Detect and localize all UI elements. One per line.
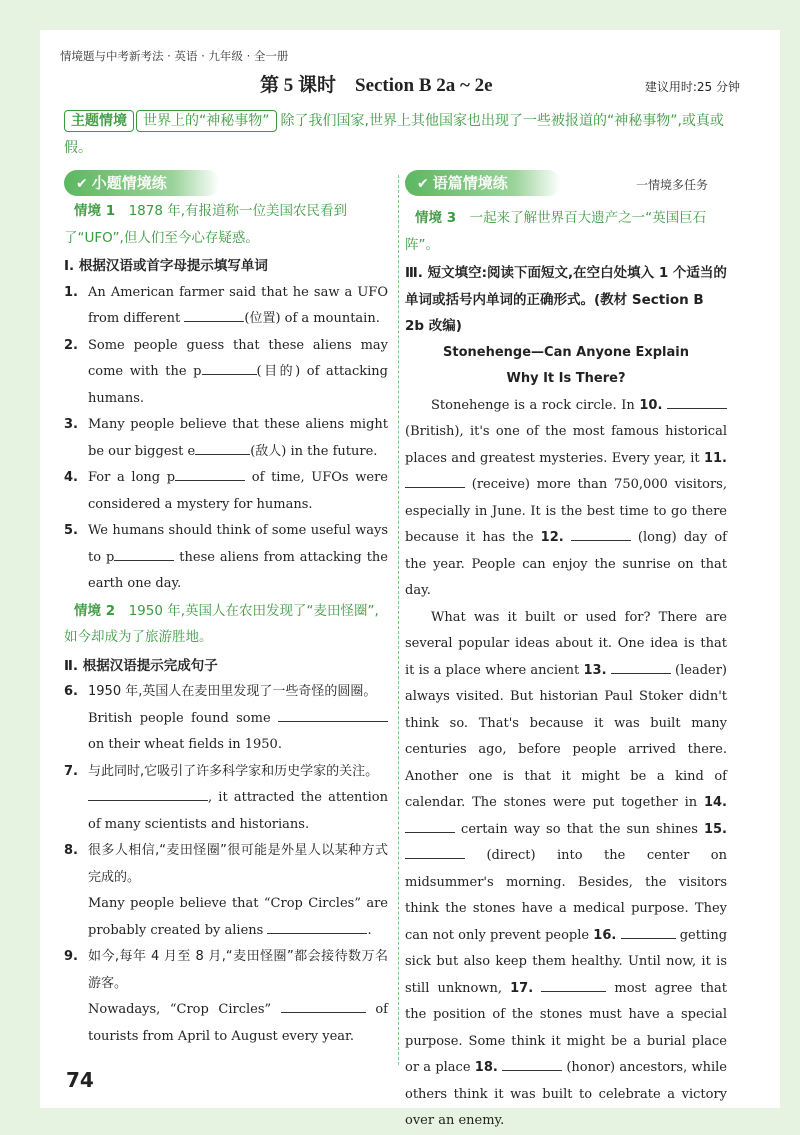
- left-column: [64, 198, 388, 1050]
- passage-title-line-1: Stonehenge—Can Anyone Explain: [443, 344, 689, 360]
- question-5: [64, 518, 388, 598]
- question-text: We humans should think of some useful ways to p: [88, 523, 388, 565]
- theme-text: 除了我们国家,世界上其他国家也出现了一些被报道的“神秘事物”,或真或假。: [64, 113, 724, 156]
- answer-blank-9[interactable]: [281, 998, 366, 1013]
- question-text: (敌人) in the future.: [250, 443, 378, 459]
- right-banner: [405, 170, 561, 196]
- passage-text: most agree that the position of the stones must have a special purpose. Some think it might be a burial place or a place: [405, 980, 727, 1075]
- left-banner-label: 小题情境练: [91, 174, 167, 192]
- question-number: 5.: [64, 523, 78, 538]
- question-3: [64, 412, 388, 465]
- passage-text: certain way so that the sun shines: [461, 821, 698, 837]
- passage-text: What was it built or used for? There are several popular ideas about it. One idea is that it is a place where ancient: [405, 609, 727, 678]
- scene-2: [64, 598, 388, 651]
- answer-blank-16[interactable]: [621, 924, 676, 939]
- passage-text: getting sick but also keep them healthy. Until now, it is still unknown,: [405, 927, 728, 996]
- right-banner-label: 语篇情境练: [432, 174, 508, 192]
- passage-text: (honor) ancestors, while others think it was built to celebrate a victory over an enemy.: [405, 1060, 727, 1128]
- theme-topic: 世界上的“神秘事物”: [136, 110, 277, 132]
- question-text: (目的) of attacking humans.: [88, 364, 388, 406]
- check-icon: ✔: [417, 176, 429, 192]
- question-text: Some people guess that these aliens may come with the p: [88, 337, 388, 379]
- passage-text: (leader) always visited. But historian Paul Stoker didn't think so. That's because it was built many centuries ago, before people arrived there. Another one is that it might be a kind of calendar. The stones were put together in: [405, 662, 727, 810]
- right-column: [405, 205, 727, 1135]
- left-banner: [64, 170, 220, 196]
- answer-blank-12[interactable]: [571, 526, 631, 541]
- question-1: [64, 280, 388, 333]
- question-number: 6.: [64, 684, 78, 699]
- answer-blank-1[interactable]: [184, 307, 244, 322]
- section-2-title: Ⅱ. 根据汉语提示完成句子: [64, 657, 218, 674]
- question-number: 2.: [64, 337, 78, 353]
- blank-number-17: 17.: [510, 980, 534, 996]
- question-number: 9.: [64, 949, 78, 964]
- question-text: Many people believe that “Crop Circles” are probably created by aliens: [88, 896, 388, 938]
- answer-blank-10[interactable]: [667, 394, 727, 409]
- passage-text: (British), it's one of the most famous historical places and greatest mysteries. Every year, it: [405, 424, 727, 466]
- blank-number-15: 15.: [703, 821, 727, 837]
- answer-blank-6[interactable]: [278, 707, 388, 722]
- question-number: 3.: [64, 417, 78, 432]
- answer-blank-18[interactable]: [502, 1056, 562, 1071]
- question-text: For a long p: [88, 470, 176, 485]
- answer-blank-17[interactable]: [541, 977, 606, 992]
- question-chinese: 与此同时,它吸引了许多科学家和历史学家的关注。: [88, 763, 379, 779]
- question-2: [64, 333, 388, 413]
- suggested-time: 建议用时:25 分钟: [644, 80, 740, 94]
- passage-text: Stonehenge is a rock circle. In: [431, 397, 635, 413]
- blank-number-11: 11.: [703, 450, 727, 466]
- question-number: 4.: [64, 470, 78, 485]
- question-text: (位置) of a mountain.: [244, 311, 380, 326]
- column-divider: [398, 175, 399, 1065]
- book-header: 情境题与中考新考法 · 英语 · 九年级 · 全一册: [60, 49, 289, 63]
- question-6: [64, 679, 388, 759]
- answer-blank-4[interactable]: [175, 466, 245, 481]
- blank-number-12: 12.: [540, 530, 564, 545]
- question-text: .: [367, 922, 372, 938]
- lesson-title: 第 5 课时 Section B 2a ~ 2e: [260, 75, 493, 96]
- question-chinese: 1950 年,英国人在麦田里发现了一些奇怪的圆圈。: [88, 684, 377, 699]
- scene-3-text: 一起来了解世界百大遗产之一“英国巨石阵”。: [405, 210, 707, 253]
- question-number: 1.: [64, 284, 78, 300]
- scene-3: [405, 205, 727, 258]
- theme-tag: 主题情境: [64, 110, 134, 132]
- passage-paragraph-1: [405, 393, 727, 605]
- scene-1-text: 1878 年,有报道称一位美国农民看到了“UFO”,但人们至今心存疑惑。: [64, 203, 348, 246]
- question-chinese: 很多人相信,“麦田怪圈”很可能是外星人以某种方式完成的。: [88, 843, 388, 885]
- question-text: of tourists from April to August every year.: [88, 1002, 388, 1044]
- question-number: 7.: [64, 763, 78, 779]
- question-text: on their wheat fields in 1950.: [88, 737, 282, 752]
- section-1-title: Ⅰ. 根据汉语或首字母提示填写单词: [64, 258, 268, 274]
- scene-3-label: 情境 3: [415, 210, 457, 226]
- answer-blank-15[interactable]: [405, 844, 465, 859]
- page-number: 74: [66, 1068, 94, 1092]
- check-icon: ✔: [76, 176, 88, 192]
- question-text: An American farmer said that he saw a UFO from different: [88, 284, 388, 326]
- passage-title-line-2: Why It Is There?: [506, 371, 626, 386]
- question-7: [64, 759, 388, 839]
- passage-text: (long) day of the year. People can enjoy the sunrise on that day.: [405, 530, 727, 598]
- scene-2-text: 1950 年,英国人在农田发现了“麦田怪圈”,如今却成为了旅游胜地。: [64, 602, 379, 645]
- question-9: [64, 944, 388, 1050]
- question-text: , it attracted the attention of many scientists and historians.: [88, 790, 388, 832]
- blank-number-14: 14.: [703, 795, 727, 810]
- answer-blank-13[interactable]: [611, 659, 671, 674]
- question-4: [64, 465, 388, 518]
- question-chinese: 如今,每年 4 月至 8 月,“麦田怪圈”都会接待数万名游客。: [88, 949, 388, 991]
- passage-paragraph-2: [405, 605, 727, 1135]
- answer-blank-3[interactable]: [195, 440, 250, 455]
- passage-text: (direct) into the center on midsummer's morning. Besides, the visitors think the stones have a medical purpose. They can not only prevent people: [405, 848, 727, 943]
- question-8: [64, 838, 388, 944]
- answer-blank-14[interactable]: [405, 818, 455, 833]
- blank-number-10: 10.: [639, 397, 663, 413]
- multi-task-note: 一情境多任务: [636, 178, 709, 192]
- question-number: 8.: [64, 843, 78, 858]
- question-text: of time, UFOs were considered a mystery for humans.: [88, 470, 388, 512]
- question-text: British people found some: [88, 710, 271, 726]
- answer-blank-7[interactable]: [88, 786, 208, 801]
- question-text: these aliens from attacking the earth one day.: [88, 549, 388, 591]
- question-text: Many people believe that these aliens might be our biggest e: [88, 417, 388, 459]
- answer-blank-2[interactable]: [202, 360, 257, 375]
- answer-blank-11[interactable]: [405, 473, 465, 488]
- blank-number-13: 13.: [583, 662, 607, 678]
- question-text: Nowadays, “Crop Circles”: [88, 1002, 272, 1017]
- answer-blank-8[interactable]: [267, 919, 367, 934]
- answer-blank-5[interactable]: [114, 546, 174, 561]
- scene-1-label: 情境 1: [74, 203, 116, 219]
- scene-1: [64, 198, 388, 251]
- blank-number-18: 18.: [474, 1060, 498, 1075]
- section-3-title: Ⅲ. 短文填空:阅读下面短文,在空白处填入 1 个适当的单词或括号内单词的正确形式。(教材 Section B 2b 改编): [405, 265, 727, 334]
- theme-intro: [64, 108, 734, 162]
- passage-text: (receive) more than 750,000 visitors, especially in June. It is the best time to go there because it has the: [405, 477, 727, 545]
- scene-2-label: 情境 2: [74, 602, 116, 619]
- blank-number-16: 16.: [593, 927, 617, 943]
